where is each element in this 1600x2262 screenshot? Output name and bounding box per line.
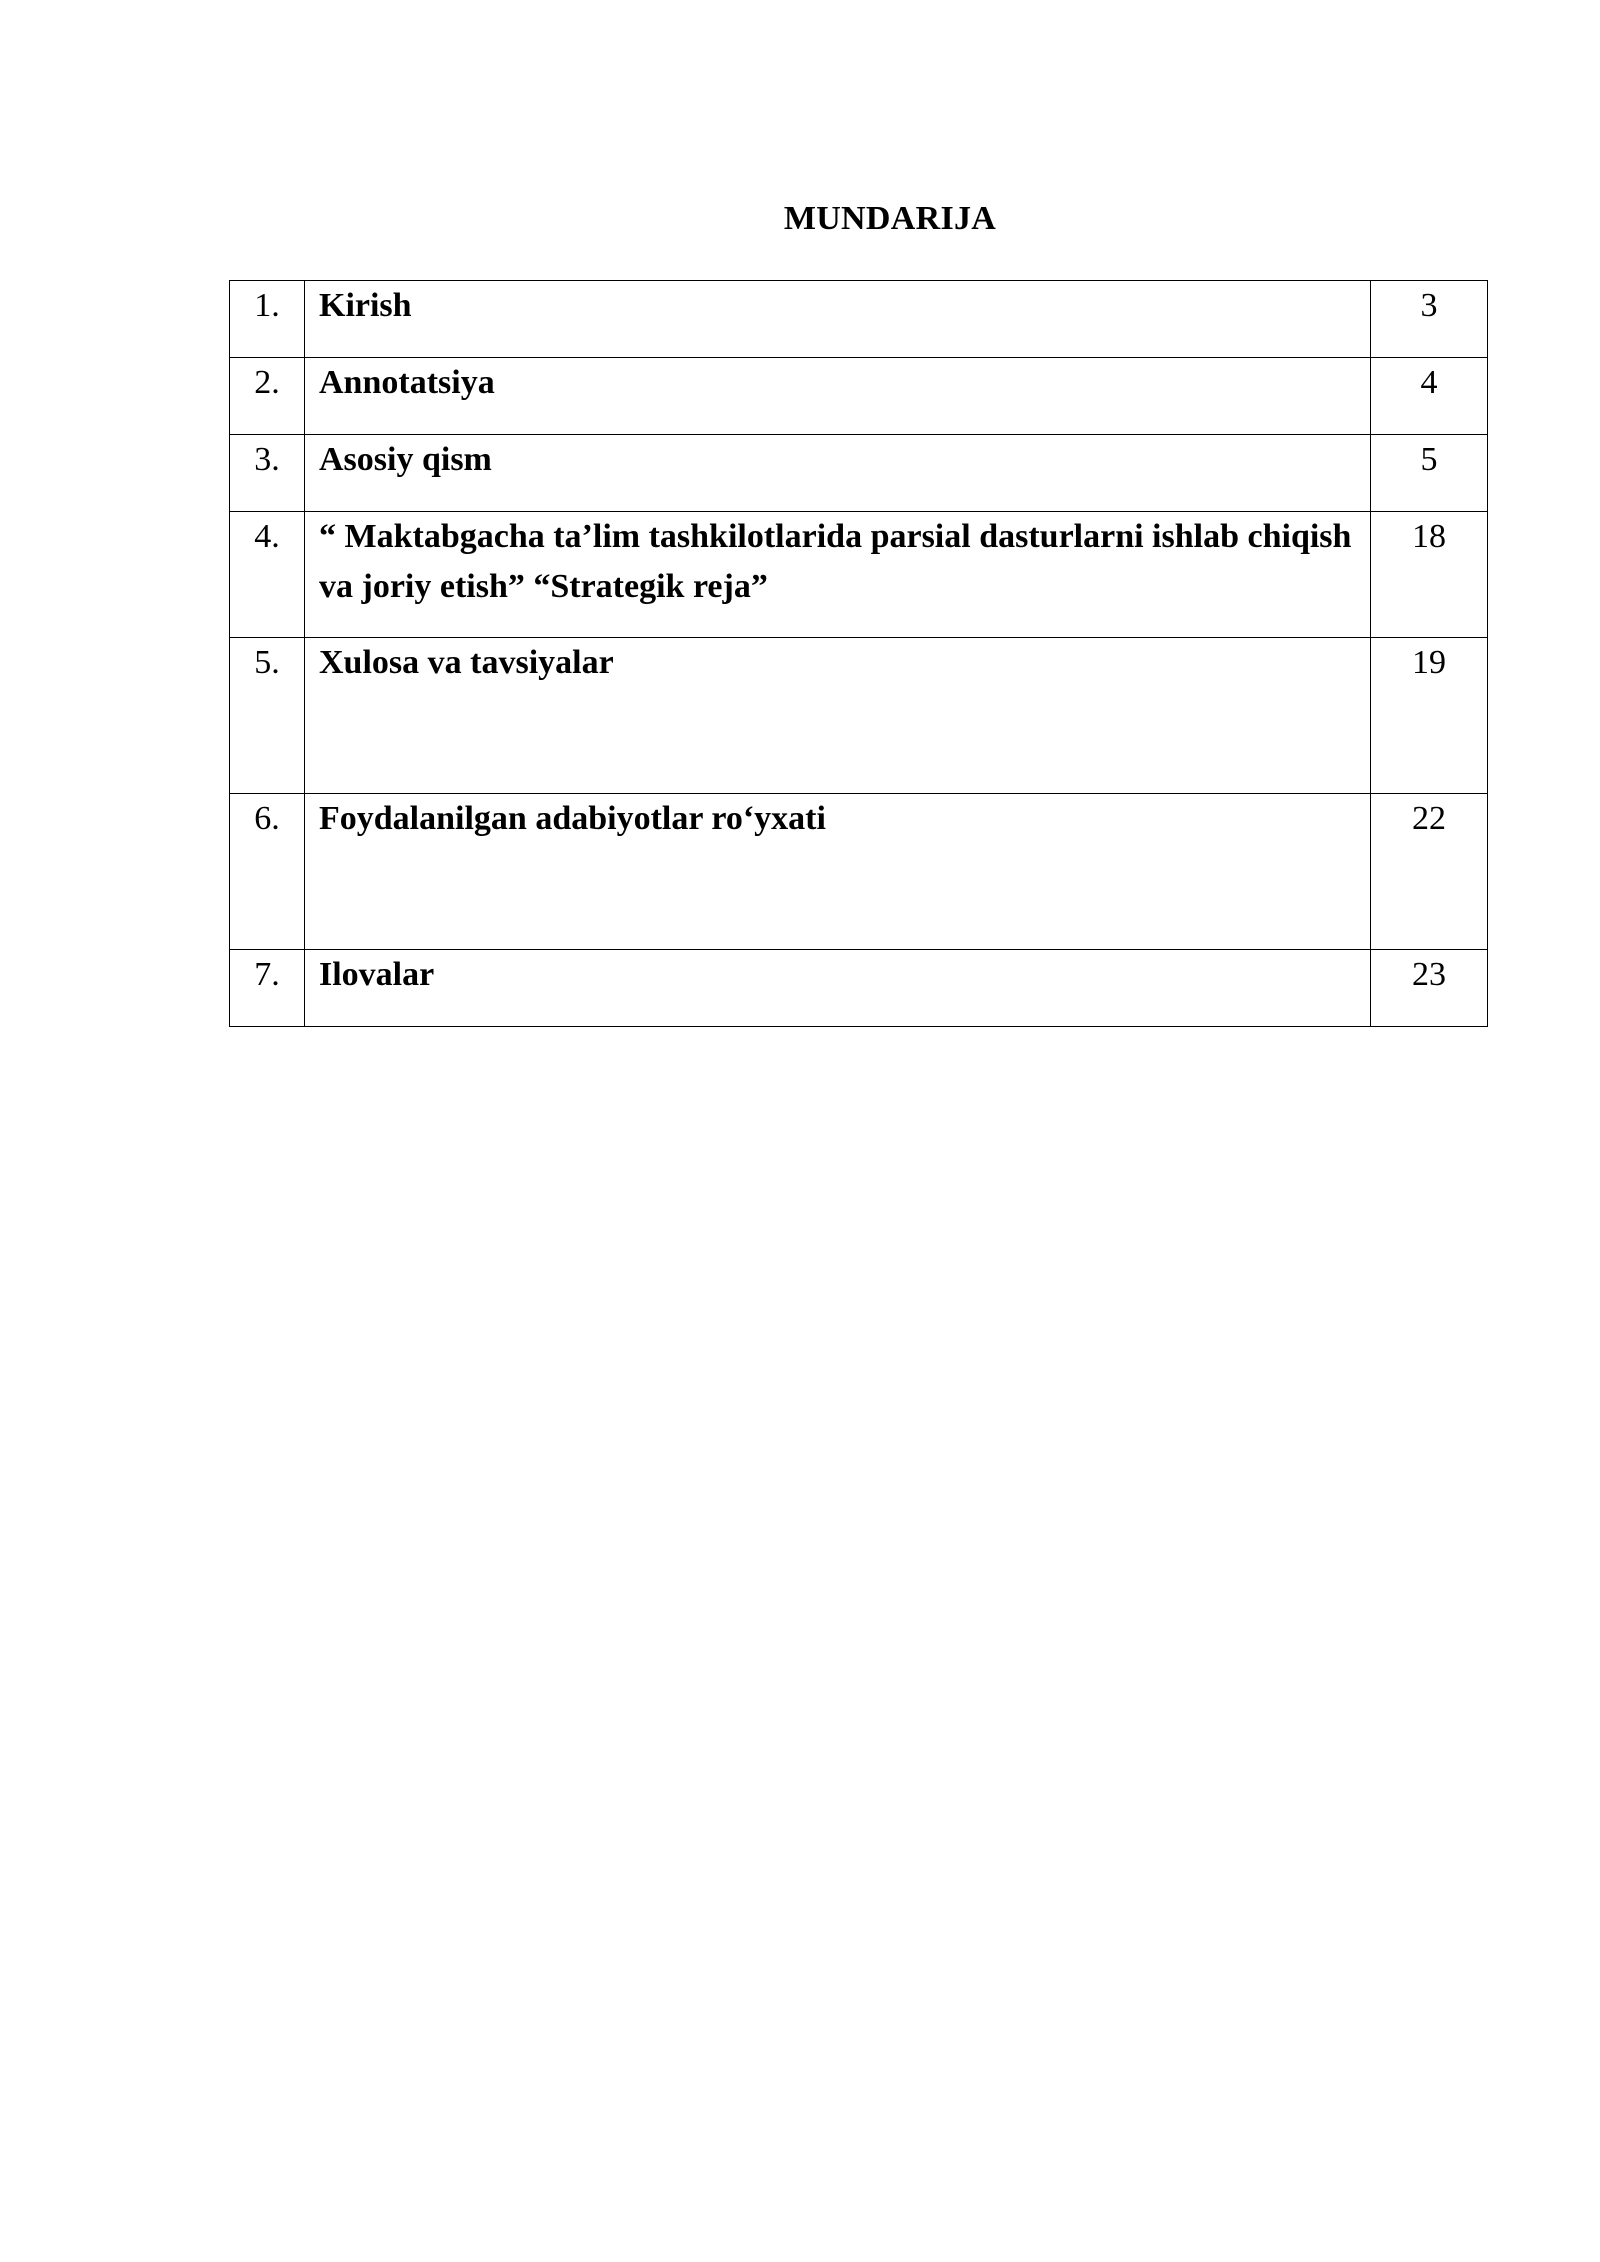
toc-row-number: 5. — [230, 638, 305, 794]
toc-row — [230, 638, 1488, 794]
toc-row-number: 6. — [230, 794, 305, 950]
toc-row-number: 7. — [230, 950, 305, 1027]
toc-row-page: 18 — [1371, 512, 1488, 638]
toc-row — [230, 358, 1488, 435]
toc-row — [230, 794, 1488, 950]
toc-row — [230, 435, 1488, 512]
toc-row-number: 2. — [230, 358, 305, 435]
toc-row-page: 4 — [1371, 358, 1488, 435]
toc-row — [230, 281, 1488, 358]
page-title: MUNDARIJA — [783, 200, 997, 237]
toc-row-number: 1. — [230, 281, 305, 358]
toc-row-page: 5 — [1371, 435, 1488, 512]
toc-row-title: “ Maktabgacha ta’lim tashkilotlarida parsial dasturlarni ishlab chiqish va joriy etish” “Strategik reja” — [305, 512, 1371, 638]
toc-row-title: Kirish — [305, 281, 1371, 358]
toc-row-number: 3. — [230, 435, 305, 512]
toc-row — [230, 950, 1488, 1027]
toc-row-title: Ilovalar — [305, 950, 1371, 1027]
toc-row-title: Xulosa va tavsiyalar — [305, 638, 1371, 794]
toc-row-number: 4. — [230, 512, 305, 638]
toc-row-title: Asosiy qism — [305, 435, 1371, 512]
toc-row-page: 22 — [1371, 794, 1488, 950]
toc-row-title: Annotatsiya — [305, 358, 1371, 435]
toc-row-page: 3 — [1371, 281, 1488, 358]
toc-row-title: Foydalanilgan adabiyotlar ro‘yxati — [305, 794, 1371, 950]
toc-row — [230, 512, 1488, 638]
table-of-contents — [229, 280, 1488, 1027]
toc-row-page: 19 — [1371, 638, 1488, 794]
toc-row-page: 23 — [1371, 950, 1488, 1027]
